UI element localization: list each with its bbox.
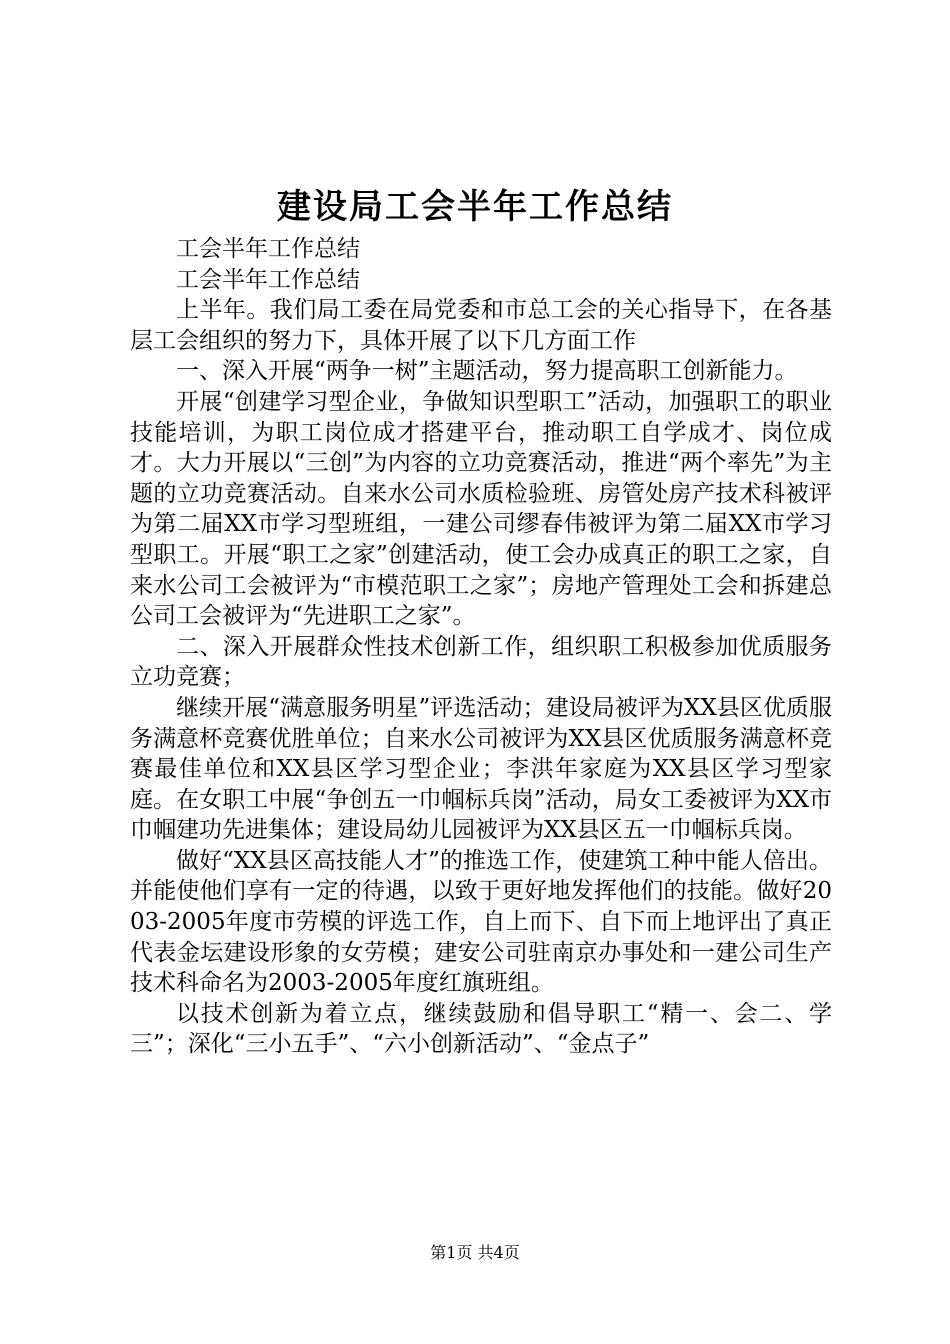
paragraph: 上半年。我们局工委在局党委和市总工会的关心指导下，在各基层工会组织的努力下，具体开展了以下几方面工作 <box>130 297 832 354</box>
paragraph: 开展“创建学习型企业，争做知识型职工”活动，加强职工的职业技能培训，为职工岗位成才搭建平台，推动职工自学成才、岗位成才。大力开展以“三创”为内容的立功竞赛活动，推进“两个率先”为主题的立功竞赛活动。自来水公司水质检验班、房管处房产技术科被评为第二届XX市学习型班组，一建公司缪春伟被评为第二届XX市学习型职工。开展“职工之家”创建活动，使工会办成真正的职工之家，自来水公司工会被评为“市模范职工之家”；房地产管理处工会和拆建总公司工会被评为“先进职工之家”。 <box>130 388 832 630</box>
document-title: 建设局工会半年工作总结 <box>277 187 673 227</box>
paragraph: 二、深入开展群众性技术创新工作，组织职工积极参加优质服务立功竞赛； <box>130 633 832 691</box>
paragraph: 工会半年工作总结 <box>176 266 360 293</box>
page-number-footer: 第1页 共4页 <box>430 1243 520 1262</box>
paragraph: 一、深入开展“两争一树”主题活动，努力提高职工创新能力。 <box>176 358 798 385</box>
paragraph: 做好“XX县区高技能人才”的推选工作，使建筑工种中能人倍出。并能使他们享有一定的待遇，以致于更好地发挥他们的技能。做好2003-2005年度市劳模的评选工作，自上而下、自下而上地评出了真正代表金坛建设形象的女劳模；建安公司驻南京办事处和一建公司生产技术科命名为2003-2005年度红旗班组。 <box>130 847 832 997</box>
paragraph: 工会半年工作总结 <box>176 236 360 262</box>
paragraph: 以技术创新为着立点，继续鼓励和倡导职工“精一、会二、学三”；深化“三小五手”、“六小创新活动”、“金点子” <box>130 1000 832 1058</box>
document-body <box>130 234 832 1060</box>
paragraph: 继续开展“满意服务明星”评选活动；建设局被评为XX县区优质服务满意杯竞赛优胜单位；自来水公司被评为XX县区优质服务满意杯竞赛最佳单位和XX县区学习型企业；李洪年家庭为XX县区学习型家庭。在女职工中展“争创五一巾帼标兵岗”活动，局女工委被评为XX市巾帼建功先进集体；建设局幼儿园被评为XX县区五一巾帼标兵岗。 <box>130 694 832 844</box>
